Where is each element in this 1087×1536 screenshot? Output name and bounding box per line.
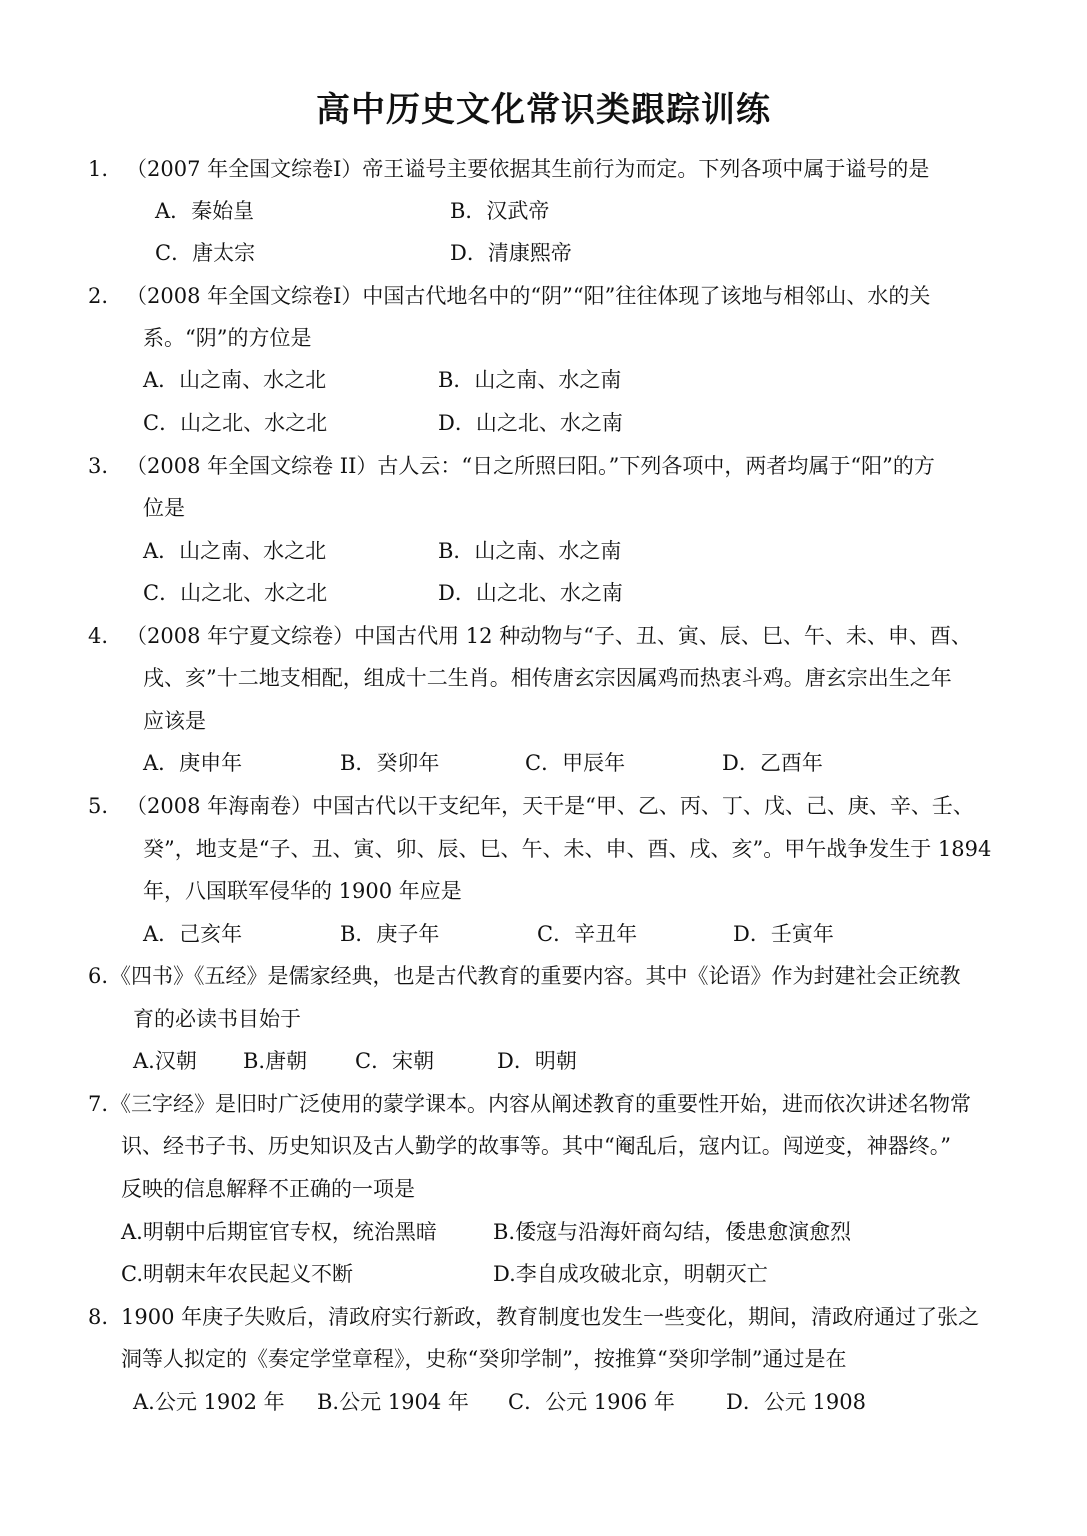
question-4-line-1 (88, 621, 972, 651)
question-4-option-d: D．乙酉年 (722, 751, 823, 775)
question-4-line-2: 戌、亥”十二地支相配，组成十二生肖。相传唐玄宗因属鸡而热衷斗鸡。唐玄宗出生之年 (143, 666, 952, 690)
question-8-option-b: B.公元 1904 年 (317, 1390, 469, 1414)
question-2-line-1 (88, 281, 930, 311)
question-text: （2008 年海南卷）中国古代以干支纪年，天干是“甲、乙、丙、丁、戊、己、庚、辛、壬、 (126, 794, 974, 818)
question-text: 1900 年庚子失败后，清政府实行新政，教育制度也发生一些变化，期间，清政府通过了张之 (121, 1305, 980, 1329)
document-title: 高中历史文化常识类跟踪训练 (316, 90, 771, 130)
question-text: （2008 年全国文综卷Ⅰ）中国古代地名中的“阴”“阳”往往体现了该地与相邻山、水的关 (126, 284, 931, 308)
question-5-option-a: A．己亥年 (143, 922, 243, 946)
question-4-option-a: A．庚申年 (143, 751, 243, 775)
question-number: 7. (88, 1092, 109, 1116)
question-text: （2008 年全国文综卷 II）古人云：“日之所照曰阳。”下列各项中，两者均属于“阳”的方 (126, 454, 935, 478)
question-6-line-1 (88, 961, 961, 991)
question-number: 6. (88, 964, 109, 988)
question-8-option-a: A.公元 1902 年 (133, 1390, 285, 1414)
question-3-line-1 (88, 451, 935, 481)
question-8-option-c: C．公元 1906 年 (508, 1390, 675, 1414)
question-6-option-d: D．明朝 (497, 1049, 577, 1073)
question-1-option-c: C．唐太宗 (155, 241, 256, 265)
question-7-option-a: A.明朝中后期宦官专权，统治黑暗 (121, 1220, 437, 1244)
question-text: 《四书》《五经》是儒家经典，也是古代教育的重要内容。其中《论语》作为封建社会正统教 (110, 964, 961, 988)
question-4-line-3: 应该是 (143, 709, 206, 733)
question-text: （2008 年宁夏文综卷）中国古代用 12 种动物与“子、丑、寅、辰、巳、午、未、申、酉、 (126, 624, 972, 648)
question-6-option-c: C．宋朝 (355, 1049, 435, 1073)
question-2-option-d: D．山之北、水之南 (438, 411, 623, 435)
question-text: 《三字经》是旧时广泛使用的蒙学课本。内容从阐述教育的重要性开始，进而依次讲述名物常 (110, 1092, 971, 1116)
question-5-option-b: B．庚子年 (340, 922, 440, 946)
question-6-line-2: 育的必读书目始于 (133, 1007, 301, 1031)
question-3-line-2: 位是 (143, 496, 185, 520)
question-2-option-a: A．山之南、水之北 (143, 368, 327, 392)
question-1-option-b: B．汉武帝 (450, 199, 550, 223)
question-5-option-d: D．壬寅年 (733, 922, 834, 946)
question-1-line-1 (88, 154, 929, 184)
question-5-line-2: 癸”，地支是“子、丑、寅、卯、辰、巳、午、未、申、酉、戌、亥”。甲午战争发生于 1894 (143, 837, 992, 861)
question-text: （2007 年全国文综卷Ⅰ）帝王谥号主要依据其生前行为而定。下列各项中属于谥号的是 (126, 157, 930, 181)
question-6-option-a: A.汉朝 (133, 1049, 197, 1073)
question-2-option-c: C．山之北、水之北 (143, 411, 328, 435)
question-5-line-3: 年，八国联军侵华的 1900 年应是 (143, 879, 462, 903)
question-7-line-2: 识、经书子书、历史知识及古人勤学的故事等。其中“阉乱后，寇内讧。闯逆变，神器终。” (121, 1134, 951, 1158)
question-7-line-3: 反映的信息解释不正确的一项是 (121, 1177, 415, 1201)
question-7-option-d: D.李自成攻破北京，明朝灭亡 (493, 1262, 768, 1286)
question-3-option-c: C．山之北、水之北 (143, 581, 328, 605)
question-8-option-d: D．公元 1908 (726, 1390, 866, 1414)
question-4-option-b: B．癸卯年 (340, 751, 440, 775)
question-2-option-b: B．山之南、水之南 (438, 368, 622, 392)
question-number: 5. (88, 794, 109, 818)
question-number: 4. (88, 624, 109, 648)
question-8-line-2: 洞等人拟定的《奏定学堂章程》，史称“癸卯学制”，按推算“癸卯学制”通过是在 (121, 1347, 847, 1371)
question-number: 8. (88, 1305, 109, 1329)
question-7-option-b: B.倭寇与沿海奸商勾结，倭患愈演愈烈 (493, 1220, 852, 1244)
question-3-option-b: B．山之南、水之南 (438, 539, 622, 563)
question-1-option-d: D．清康熙帝 (450, 241, 572, 265)
question-6-option-b: B.唐朝 (243, 1049, 308, 1073)
question-7-line-1 (88, 1089, 971, 1119)
question-8-line-1 (88, 1302, 979, 1332)
question-5-line-1 (88, 791, 974, 821)
question-7-option-c: C.明朝末年农民起义不断 (121, 1262, 353, 1286)
question-1-option-a: A．秦始皇 (155, 199, 255, 223)
question-4-option-c: C．甲辰年 (525, 751, 626, 775)
question-3-option-a: A．山之南、水之北 (143, 539, 327, 563)
question-number: 2. (88, 284, 109, 308)
question-2-line-2: 系。“阴”的方位是 (143, 326, 312, 350)
question-number: 1. (88, 157, 109, 181)
question-3-option-d: D．山之北、水之南 (438, 581, 623, 605)
question-number: 3. (88, 454, 109, 478)
question-5-option-c: C．辛丑年 (537, 922, 638, 946)
